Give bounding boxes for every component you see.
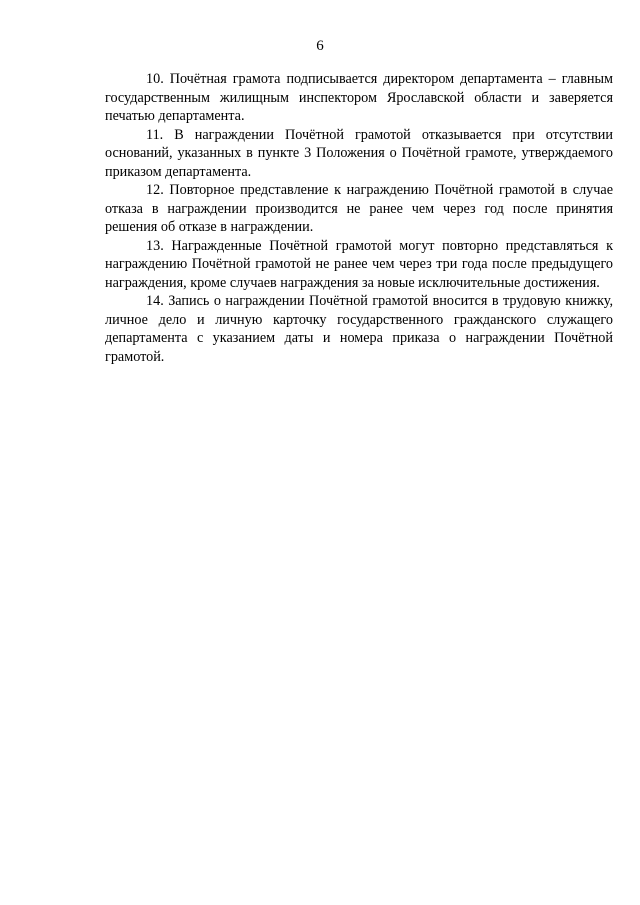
paragraph-10: 10. Почётная грамота подписывается директором департамента – главным государственным жилищным инспектором Ярославской области и заверяется печатью департамента. bbox=[105, 71, 613, 124]
document-body bbox=[105, 70, 613, 366]
page-number: 6 bbox=[316, 38, 324, 54]
paragraph-14: 14. Запись о награждении Почётной грамотой вносится в трудовую книжку, личное дело и личную карточку государственного гражданского служащего департамента с указанием даты и номера приказа о награждении Почётной грамотой. bbox=[105, 293, 613, 365]
paragraph-12: 12. Повторное представление к награждению Почётной грамотой в случае отказа в награждении производится не ранее чем через год после принятия решения об отказе в награждении. bbox=[105, 182, 613, 235]
paragraph-13: 13. Награжденные Почётной грамотой могут повторно представляться к награждению Почётной грамотой не ранее чем через три года после предыдущего награждения, кроме случаев награждения за новые исключительные достижения. bbox=[105, 237, 613, 291]
paragraph-11: 11. В награждении Почётной грамотой отказывается при отсутствии оснований, указанных в пункте 3 Положения о Почётной грамоте, утверждаемого приказом департамента. bbox=[105, 126, 613, 180]
